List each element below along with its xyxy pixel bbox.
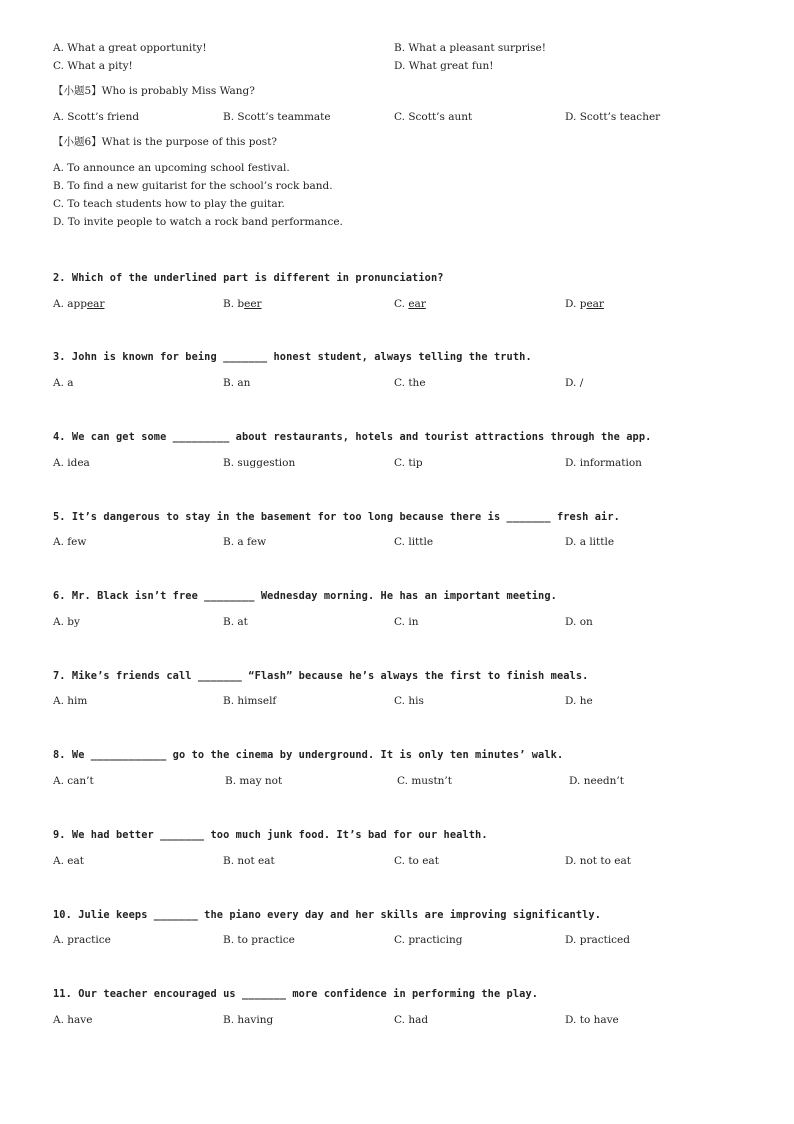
question-6-stem: 6. Mr. Black isn’t free ________ Wednesday morning. He has an important meeting.	[53, 590, 557, 602]
question-11-option-a: A. have	[53, 1014, 93, 1026]
question-10-option-c: C. practicing	[394, 934, 463, 946]
option-c: C. What a pity!	[53, 60, 133, 72]
question-10-option-a: A. practice	[53, 934, 111, 946]
question-2-option-c: C. ear	[394, 298, 426, 310]
question-7-stem: 7. Mike’s friends call _______ “Flash” because he’s always the first to finish meals.	[53, 670, 589, 682]
question-4-option-d: D. information	[565, 457, 642, 469]
subquestion-6-option-b: B. To find a new guitarist for the school’s rock band.	[53, 180, 333, 192]
question-3-option-b: B. an	[223, 377, 251, 389]
subquestion-5-option-b: B. Scott’s teammate	[223, 111, 331, 123]
subquestion-5-option-c: C. Scott’s aunt	[394, 111, 473, 123]
question-7-option-b: B. himself	[223, 695, 277, 707]
question-11-option-b: B. having	[223, 1014, 274, 1026]
question-8-option-d: D. needn’t	[569, 775, 624, 787]
question-4-option-a: A. idea	[53, 457, 90, 469]
question-5-option-a: A. few	[53, 536, 87, 548]
subquestion-5-option-d: D. Scott’s teacher	[565, 111, 661, 123]
question-3-option-c: C. the	[394, 377, 426, 389]
question-4-option-b: B. suggestion	[223, 457, 296, 469]
subquestion-5-stem: 【小题5】Who is probably Miss Wang?	[53, 85, 255, 97]
question-10-stem: 10. Julie keeps _______ the piano every day and her skills are improving significantly.	[53, 909, 602, 921]
question-5-option-d: D. a little	[565, 536, 615, 548]
option-a: A. What a great opportunity!	[53, 42, 207, 54]
question-6-option-a: A. by	[53, 616, 80, 628]
question-10-option-b: B. to practice	[223, 934, 295, 946]
question-2-stem: 2. Which of the underlined part is different in pronunciation?	[53, 272, 444, 284]
question-5-option-c: C. little	[394, 536, 434, 548]
question-3-option-d: D. /	[565, 377, 584, 389]
question-4-option-c: C. tip	[394, 457, 423, 469]
question-6-option-c: C. in	[394, 616, 419, 628]
question-8-option-c: C. mustn’t	[397, 775, 452, 787]
question-6-option-b: B. at	[223, 616, 248, 628]
question-8-option-a: A. can’t	[53, 775, 94, 787]
question-3-stem: 3. John is known for being _______ honest student, always telling the truth.	[53, 351, 532, 363]
question-10-option-d: D. practiced	[565, 934, 630, 946]
subquestion-6-stem: 【小题6】What is the purpose of this post?	[53, 136, 278, 148]
question-11-option-c: C. had	[394, 1014, 429, 1026]
question-7-option-a: A. him	[53, 695, 88, 707]
question-5-option-b: B. a few	[223, 536, 267, 548]
subquestion-6-option-d: D. To invite people to watch a rock band performance.	[53, 216, 343, 228]
subquestion-5-option-a: A. Scott’s friend	[53, 111, 140, 123]
question-9-option-d: D. not to eat	[565, 855, 631, 867]
question-2-option-b: B. beer	[223, 298, 262, 310]
option-d: D. What great fun!	[394, 60, 494, 72]
question-9-stem: 9. We had better _______ too much junk food. It’s bad for our health.	[53, 829, 488, 841]
question-9-option-c: C. to eat	[394, 855, 439, 867]
question-5-stem: 5. It’s dangerous to stay in the basement for too long because there is _______ fresh air.	[53, 511, 620, 523]
question-3-option-a: A. a	[53, 377, 74, 389]
question-2-option-a: A. appear	[53, 298, 105, 310]
question-7-option-d: D. he	[565, 695, 593, 707]
question-9-option-b: B. not eat	[223, 855, 275, 867]
subquestion-6-option-a: A. To announce an upcoming school festival.	[53, 162, 290, 174]
question-11-stem: 11. Our teacher encouraged us _______ more confidence in performing the play.	[53, 988, 539, 1000]
question-8-option-b: B. may not	[225, 775, 283, 787]
question-11-option-d: D. to have	[565, 1014, 619, 1026]
option-b: B. What a pleasant surprise!	[394, 42, 546, 54]
question-8-stem: 8. We ____________ go to the cinema by underground. It is only ten minutes’ walk.	[53, 749, 564, 761]
question-7-option-c: C. his	[394, 695, 424, 707]
question-2-option-d: D. pear	[565, 298, 604, 310]
question-6-option-d: D. on	[565, 616, 593, 628]
subquestion-6-option-c: C. To teach students how to play the guitar.	[53, 198, 285, 210]
question-4-stem: 4. We can get some _________ about restaurants, hotels and tourist attractions through the app.	[53, 431, 652, 443]
question-9-option-a: A. eat	[53, 855, 84, 867]
